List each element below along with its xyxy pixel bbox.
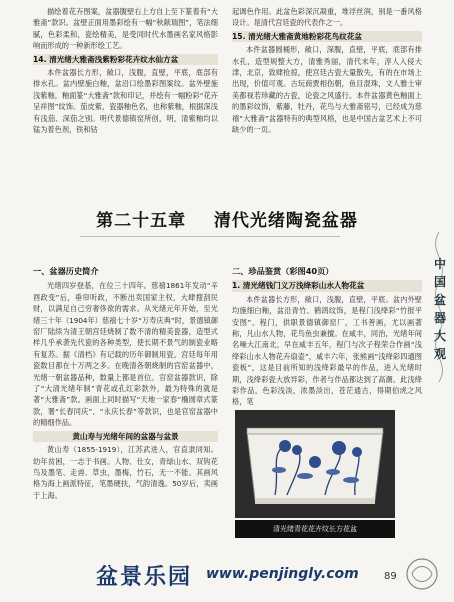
side-title-char: 大 [433, 329, 446, 343]
site-logo: 盆景乐园 [96, 565, 193, 590]
paragraph: 起调色作用。此盆色彩深沉凝重，堆浮丝润，别是一番风格设计。是清代宫廷瓷的代表作之一。 [232, 7, 422, 28]
paragraph: 本件盆器圆桶形，敞口，深腹，直壁，平底，底部有排水孔，造型规整大方，清雅秀丽，清代末年，淳人入侵大津，北京，致肆抢掠，使宫廷古瓷大量散失，有的在市场上出现，价值可观。古玩商贾相伤朝，鱼目混珠，文人雅士审美都视若珍藏的古瓷，论瓷之风盛行。本件盆器黄色釉面上的墨彩纹饰，紫藤，牡丹，花鸟与大雅斋铭号，已经成为慈禧“大雅斋”盆器特有的典型风格，也是中国古盆艺术上不可缺少的一页。 [232, 45, 422, 135]
bottom-left-column [33, 266, 218, 501]
section-heading: 15. 清光绪大雅斋黄地粉彩花鸟纹花盆 [232, 31, 422, 42]
paragraph: 本件盆器长方形，敞口，浅腹，直壁，平底，底部有排水孔。盆内壁施白釉，盆沿口绘墨彩图案纹。盆外壁施浅紫釉，釉面篆“大雅斋”款和印记，并绘有一幅粉彩“花卉呈祥图”纹饰。茄皮紫，瓷器釉色名，也称紫釉，根据深浅有浅茄、深茄之别。明代景德镇窑所创，明，清紫釉均以锰为着色剂，铁和钴 [33, 68, 218, 135]
side-title-char: 盆 [433, 293, 446, 307]
side-title-char: 器 [433, 311, 446, 325]
top-right-column [232, 6, 422, 135]
section-heading: 一、盆器历史简介 [33, 266, 99, 276]
photo-caption: 清光绪青花花卉纹长方花盆 [235, 520, 395, 538]
site-url[interactable]: www.penjingly.com [206, 566, 359, 582]
side-title-char: 中 [433, 257, 446, 271]
top-left-column [33, 6, 218, 135]
side-title [430, 255, 450, 363]
paragraph: 本件盆器长方形，敞口，浅腹，直壁，平底。盆内外壁均施细白釉，盆沿青竹、鹤鸽纹饰，是程门浅绛彩“竹报平安图”。程门，供职景德镇御窑厂，工书善画，尤以画著称，凡山水人物，花鸟鱼虫兼擅。在咸丰，同治，光绪年间名噪大江南北，早在咸丰五年，程门与次子程荣合作画“浅绛彩山水人物花卉扇壶”，咸丰六年，张熊画“浅绛彩四通图瓷板”，这是目前所知的浅绛彩最早的作品，进入光绪时期，浅绛彩瓷大放异彩，作者与作品都达到了高潮。此浅绛彩作品，色彩浅淡，浓墨淡出，苍茫通古，得期伯虎之风格，笔 [232, 294, 422, 407]
side-title-char: 观 [433, 347, 446, 361]
paragraph: 光绪四岁登基，在位三十四年。慈禧1861年发动“辛酉政变”后，垂帘听政，不断出卖国家主权，大肆搜刮民财，以满足自己穷奢侈欲的需求。从光绪元年开始，至光绪三十年（1904年）慈禧七十岁“万寿庆典”时，景德镇御窑厂陆续为清王朝宫廷烧制了数不清的精美瓷器，造型式样几乎承袭先代瓷的各种类型，使长期不景气的制瓷业略有复苏。据《清档》有记载的历年御制用瓷，宫廷每年用瓷数目都在十万两之多。在晚清各朝烧制的宫窑盆器中，光绪一朝盆器品种，数量上都是首位。官窑盆器款识，除了“大清光绪年制”青花或孔红彩款外，最为特殊的就是著“大雅斋”款。画面上同时描写“天地一家春”椭圆章式篆款，署“长春同庆”、“永庆长春”等款识，也是官窑盆器中的精细作品。 [33, 281, 218, 428]
sub-heading: 1. 清光绪钱门义万浅绛彩山水人物花盆 [232, 280, 422, 291]
paragraph: 黄山寿（1855-1919），江苏武进人，官直隶同知。幼年贫困，一志于书画。人物、仕女，青绿山水、双钩花鸟及墨笔、走兽、草虫，墨梅，竹石，无一不能。其画风格为海上画派特征，笔墨硬扶，气韵清逸。50岁后，卖画于上海。 [33, 445, 218, 500]
chapter-name: 清代光绪陶瓷盆器 [213, 211, 358, 231]
flowerpot-image [235, 410, 395, 518]
footer-ornament-icon [404, 556, 440, 592]
chapter-title [0, 206, 454, 231]
sub-heading: 黄山寿与光绪年间的盆器与盆景 [33, 431, 218, 442]
bottom-right-column [232, 266, 422, 408]
flowerpot-photo [235, 410, 395, 518]
divider [80, 236, 340, 237]
page-number: 89 [384, 571, 397, 582]
paragraph: 描绘着花卉图案，盆器腹壁右上方自上至下篆着有“大雅斋”款识。盆壁正面用墨彩绘有一幅“秋献瑞图”，笔法细腻，色彩柔和，瓷绘精美，是受同时代水墨画名家风格影响而形成的一种新形绘工艺。 [33, 7, 218, 51]
section-heading: 二、珍品鉴赏（彩图40页） [232, 266, 334, 276]
chapter-number: 第二十五章 [96, 211, 187, 231]
side-title-char: 国 [433, 275, 446, 289]
section-heading: 14. 清光绪大雅斋浅紫粉彩花卉纹水仙方盆 [33, 54, 218, 65]
